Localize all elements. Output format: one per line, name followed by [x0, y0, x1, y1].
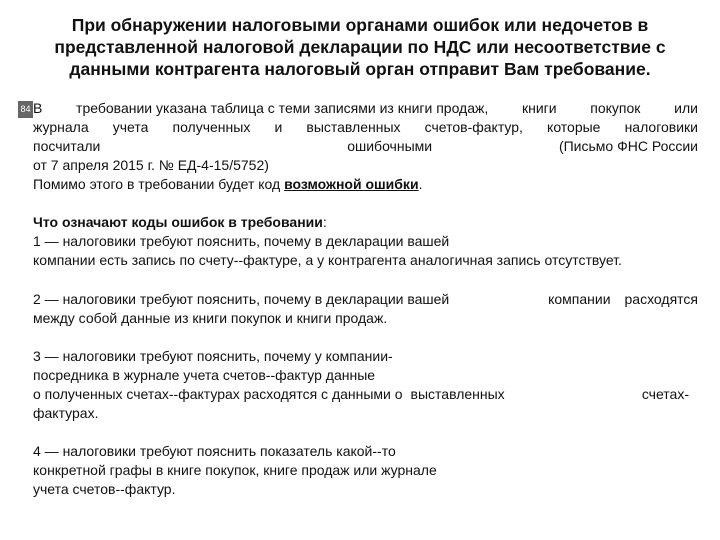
code-3: [33, 347, 698, 423]
text: Помимо этого в требовании будет код: [33, 176, 285, 192]
code-4-line: 4 — налоговики требуют пояснить показатель какой--то: [33, 443, 396, 459]
word: выставленных: [410, 386, 505, 402]
word: налоговики: [624, 119, 698, 135]
heading-text: Что означают коды ошибок в требовании: [33, 214, 323, 230]
heading-line: [33, 213, 698, 232]
word: книги: [521, 100, 557, 116]
word: расходятся: [624, 291, 698, 307]
word: журнала: [33, 119, 89, 135]
title-line: При обнаружении налоговыми органами ошибок или недочетов в: [71, 15, 649, 35]
word: требовании указана таблица с теми записями из книги продаж,: [76, 100, 489, 116]
word: счетах-: [641, 386, 689, 402]
code-3-line: 3 — налоговики требуют пояснить, почему у компании-: [33, 348, 393, 364]
page-number-badge: 84: [18, 101, 33, 118]
title-line: представленной налоговой декларации по НДС или несоответствие с: [54, 37, 666, 57]
word: посчитали: [33, 138, 101, 154]
possible-error-emphasis: возможной ошибки: [284, 176, 419, 192]
word: о полученных счетах--фактурах расходятся с данными о: [33, 386, 403, 402]
word: компании: [548, 291, 611, 307]
code-4-line: конкретной графы в книге покупок, книге продаж или журнале: [33, 462, 437, 478]
word: которые: [547, 119, 601, 135]
code-3-line: фактурах.: [33, 405, 99, 421]
codes-heading: [33, 213, 698, 232]
word: учета: [112, 119, 149, 135]
code-2-line: между собой данные из книги покупок и книги продаж.: [33, 310, 388, 326]
code-1: [33, 232, 698, 270]
intro-line-4: от 7 апреля 2015 г. № ЕД-4-15/5752): [33, 157, 269, 173]
word: и: [274, 119, 283, 135]
code-4-line: учета счетов--фактур.: [33, 481, 176, 497]
code-2-line: [33, 290, 698, 309]
code-4: [33, 442, 698, 499]
word: покупок: [590, 100, 641, 116]
code-3-line: [33, 385, 689, 404]
word: выставленных: [306, 119, 401, 135]
slide-title: [30, 14, 690, 80]
word: 2 — налоговики требуют пояснить, почему в декларации вашей: [33, 291, 450, 307]
word: счетов-фактур,: [424, 119, 523, 135]
code-1-line: 1 — налоговики требуют пояснить, почему в декларации вашей: [33, 233, 450, 249]
intro-line-5: [33, 175, 698, 194]
intro-line-3: [33, 137, 698, 156]
word: (Письмо ФНС России: [558, 138, 698, 154]
title-line: данными контрагента налоговый орган отправит Вам требование.: [69, 59, 651, 79]
word: В: [33, 100, 43, 116]
code-1-line: компании есть запись по счету--фактуре, а у контрагента аналогичная запись отсутствует.: [33, 252, 622, 268]
intro-line-1: [33, 99, 698, 118]
intro-paragraph: [33, 99, 698, 194]
word: или: [674, 100, 698, 116]
code-2: [33, 290, 698, 328]
word: ошибочными: [347, 138, 433, 154]
heading-colon: :: [322, 214, 327, 230]
word: полученных: [172, 119, 251, 135]
intro-line-2: [33, 118, 698, 137]
text: .: [418, 176, 423, 192]
code-3-line: посредника в журнале учета счетов--фактур данные: [33, 367, 376, 383]
